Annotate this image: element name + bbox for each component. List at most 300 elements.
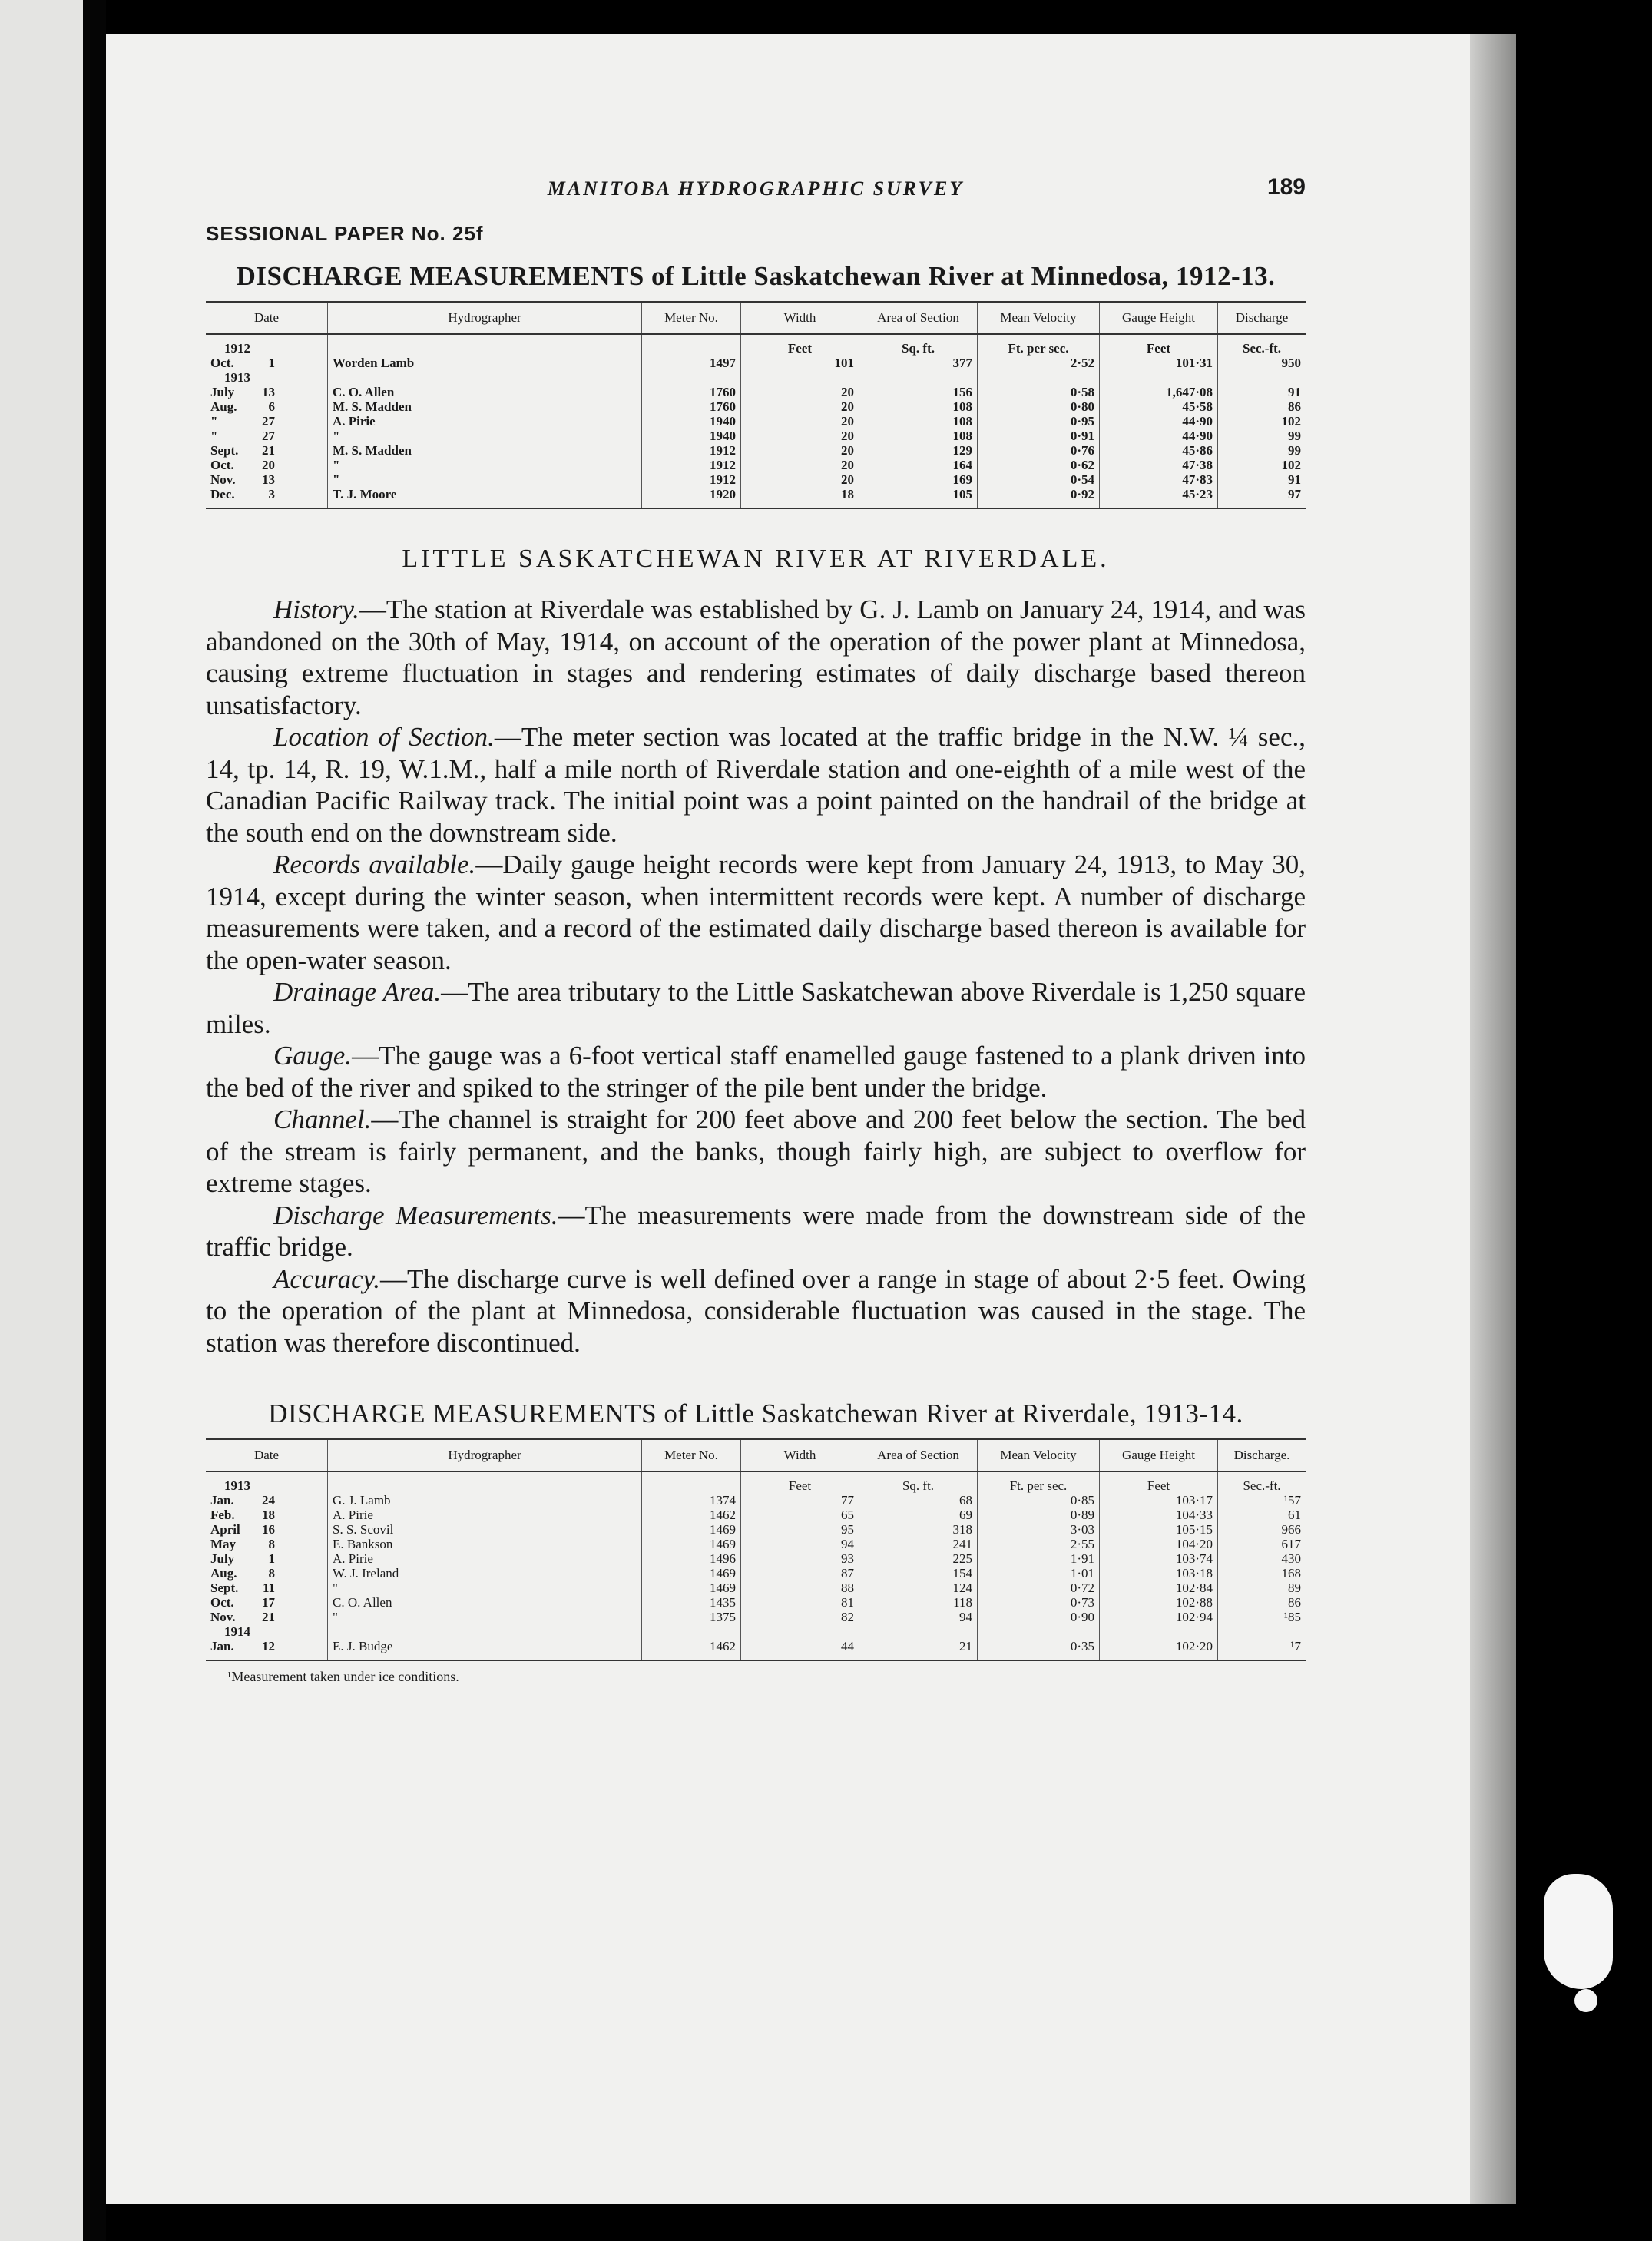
- scan-gutter: [83, 0, 106, 2241]
- paragraph-text: —Daily gauge height records were kept from January 24, 1913, to May 30, 1914, except during the winter season, when intermittent records were kept. A number of discharge measurements were taken, and a record of the estimated daily discharge based thereon is available for the open-water season.: [206, 849, 1306, 975]
- meter-cell: 1912: [642, 458, 741, 472]
- meter-cell: 1912: [642, 472, 741, 487]
- area-cell: 94: [859, 1610, 978, 1624]
- paragraph-label: Gauge.: [273, 1041, 353, 1071]
- paragraph: [206, 1200, 1306, 1263]
- table-row: [206, 370, 1306, 385]
- hydrographer-cell: C. O. Allen: [328, 385, 642, 399]
- gauge-cell: 104·20: [1100, 1537, 1218, 1551]
- gauge-cell: 45·23: [1100, 487, 1218, 508]
- table-row: [206, 1522, 1306, 1537]
- col-meter: Meter No.: [642, 1439, 741, 1471]
- date-cell: [206, 1595, 328, 1610]
- area-cell: 21: [859, 1639, 978, 1660]
- table-row: [206, 1493, 1306, 1508]
- date-cell: [206, 1639, 328, 1660]
- discharge-cell: 86: [1218, 1595, 1306, 1610]
- velocity-cell: 1·01: [978, 1566, 1100, 1581]
- width-cell: 18: [741, 487, 859, 508]
- date-year: 1914: [224, 1624, 250, 1639]
- table-row: [206, 1537, 1306, 1551]
- date-day: 8: [268, 1537, 275, 1551]
- width-cell: 20: [741, 385, 859, 399]
- table2-title: DISCHARGE MEASUREMENTS of Little Saskatchewan River at Riverdale, 1913-14.: [268, 1399, 1243, 1428]
- table-row: [206, 429, 1306, 443]
- paragraph-text: —The discharge curve is well defined over a range in stage of about 2·5 feet. Owing to the operation of the plant at Minnedosa, considerable fluctuation was caused in the stage. The station was therefore discontinued.: [206, 1263, 1306, 1358]
- date-cell: [206, 385, 328, 399]
- velocity-cell: 0·54: [978, 472, 1100, 487]
- hydrographer-cell: C. O. Allen: [328, 1595, 642, 1610]
- paragraph: [206, 594, 1306, 721]
- meter-cell: 1469: [642, 1581, 741, 1595]
- area-cell: 118: [859, 1595, 978, 1610]
- date-year: 1913: [224, 1478, 250, 1493]
- discharge-cell: 430: [1218, 1551, 1306, 1566]
- date-cell: [206, 1610, 328, 1624]
- width-cell: 95: [741, 1522, 859, 1537]
- table-row: [206, 458, 1306, 472]
- gauge-cell: 1,647·08: [1100, 385, 1218, 399]
- date-month: Jan.: [210, 1493, 234, 1508]
- velocity-cell: 0·80: [978, 399, 1100, 414]
- table-row: [206, 1595, 1306, 1610]
- gauge-cell: 47·38: [1100, 458, 1218, 472]
- paragraph-text: —The area tributary to the Little Saskatchewan above Riverdale is 1,250 square miles.: [206, 977, 1306, 1039]
- paragraph-text: —The meter section was located at the traffic bridge in the N.W. ¼ sec., 14, tp. 14, R. 19, W.1.M., half a mile north of Riverdale station and one-eighth of a mile west of the Canadian Pacific Railway track. The initial point was a point painted on the handrail of the bridge at the south end on the downstream side.: [206, 722, 1306, 848]
- discharge-cell: 102: [1218, 414, 1306, 429]
- date-month: Aug.: [210, 1566, 237, 1581]
- gauge-cell: 103·18: [1100, 1566, 1218, 1581]
- col-gauge: Gauge Height: [1100, 1439, 1218, 1471]
- date-day: 12: [262, 1639, 275, 1653]
- date-cell: [206, 487, 328, 508]
- hydrographer-cell: M. S. Madden: [328, 443, 642, 458]
- paragraph: [206, 1040, 1306, 1104]
- gauge-cell: 44·90: [1100, 414, 1218, 429]
- date-day: 21: [262, 443, 275, 458]
- velocity-cell: 0·85: [978, 1493, 1100, 1508]
- velocity-cell: 2·52: [978, 356, 1100, 370]
- gauge-cell: 102·84: [1100, 1581, 1218, 1595]
- width-cell: 65: [741, 1508, 859, 1522]
- gauge-cell: 102·94: [1100, 1610, 1218, 1624]
- gauge-cell: 104·33: [1100, 1508, 1218, 1522]
- date-month: Jan.: [210, 1639, 234, 1653]
- meter-cell: 1760: [642, 385, 741, 399]
- date-cell: [206, 370, 328, 385]
- minnedosa-measurements-table: [206, 301, 1306, 509]
- velocity-cell: 0·90: [978, 1610, 1100, 1624]
- velocity-cell: 0·76: [978, 443, 1100, 458]
- table-row: [206, 356, 1306, 370]
- unit-label: Sec.-ft.: [1218, 1471, 1306, 1493]
- date-month: ": [210, 429, 218, 443]
- unit-label: Feet: [1100, 1471, 1218, 1493]
- meter-cell: [642, 370, 741, 385]
- meter-cell: 1760: [642, 399, 741, 414]
- hydrographer-cell: ": [328, 472, 642, 487]
- velocity-cell: 3·03: [978, 1522, 1100, 1537]
- date-year: 1913: [224, 370, 250, 385]
- velocity-cell: 0·91: [978, 429, 1100, 443]
- page-number: 189: [1266, 174, 1306, 200]
- date-month: May: [210, 1537, 237, 1551]
- paragraph: [206, 976, 1306, 1040]
- meter-cell: 1496: [642, 1551, 741, 1566]
- table-row: [206, 399, 1306, 414]
- width-cell: 87: [741, 1566, 859, 1581]
- scan-artifact: [1544, 1874, 1613, 1989]
- paragraph: [206, 721, 1306, 849]
- table-row: [206, 1581, 1306, 1595]
- hydrographer-cell: G. J. Lamb: [328, 1493, 642, 1508]
- paragraph-text: —The station at Riverdale was established by G. J. Lamb on January 24, 1914, and was abandoned on the 30th of May, 1914, on account of the operation of the power plant at Minnedosa, causing extreme fluctuation in stages and rendering estimates of daily discharge based thereon unsatisfactory.: [206, 594, 1306, 720]
- velocity-cell: 2·55: [978, 1537, 1100, 1551]
- hydrographer-cell: ": [328, 458, 642, 472]
- hydrographer-cell: W. J. Ireland: [328, 1566, 642, 1581]
- velocity-cell: [978, 1624, 1100, 1639]
- date-day: 3: [268, 487, 275, 501]
- date-month: Nov.: [210, 472, 236, 487]
- velocity-cell: 0·58: [978, 385, 1100, 399]
- velocity-cell: 0·73: [978, 1595, 1100, 1610]
- date-month: April: [210, 1522, 240, 1537]
- col-hydrographer: Hydrographer: [328, 1439, 642, 1471]
- col-area: Area of Section: [859, 1439, 978, 1471]
- date-cell: [206, 1522, 328, 1537]
- table-row: [206, 1566, 1306, 1581]
- unit-label: Feet: [741, 1471, 859, 1493]
- table-row: [206, 385, 1306, 399]
- width-cell: 20: [741, 472, 859, 487]
- date-day: 6: [268, 399, 275, 414]
- date-month: Dec.: [210, 487, 235, 501]
- unit-label: Sq. ft.: [859, 334, 978, 356]
- hydrographer-cell: E. Bankson: [328, 1537, 642, 1551]
- gauge-cell: 45·58: [1100, 399, 1218, 414]
- area-cell: 318: [859, 1522, 978, 1537]
- paragraph: [206, 1104, 1306, 1200]
- width-cell: 88: [741, 1581, 859, 1595]
- area-cell: 108: [859, 414, 978, 429]
- col-width: Width: [741, 302, 859, 334]
- meter-cell: 1469: [642, 1566, 741, 1581]
- discharge-cell: 99: [1218, 429, 1306, 443]
- date-day: 27: [262, 414, 275, 429]
- date-cell: [206, 1493, 328, 1508]
- table2-header-row: [206, 1439, 1306, 1471]
- width-cell: 20: [741, 414, 859, 429]
- gauge-cell: 102·88: [1100, 1595, 1218, 1610]
- area-cell: 69: [859, 1508, 978, 1522]
- date-day: 24: [262, 1493, 275, 1508]
- date-day: 18: [262, 1508, 275, 1522]
- date-month: July: [210, 1551, 235, 1566]
- discharge-cell: 89: [1218, 1581, 1306, 1595]
- discharge-cell: 91: [1218, 385, 1306, 399]
- col-discharge: Discharge: [1218, 302, 1306, 334]
- hydrographer-cell: M. S. Madden: [328, 399, 642, 414]
- gauge-cell: 101·31: [1100, 356, 1218, 370]
- meter-cell: 1469: [642, 1537, 741, 1551]
- gauge-cell: 44·90: [1100, 429, 1218, 443]
- discharge-cell: 617: [1218, 1537, 1306, 1551]
- discharge-cell: 97: [1218, 487, 1306, 508]
- date-cell: [206, 1581, 328, 1595]
- meter-cell: 1940: [642, 414, 741, 429]
- paragraph-label: History.: [273, 594, 359, 624]
- date-cell: [206, 1471, 328, 1493]
- col-hydrographer: Hydrographer: [328, 302, 642, 334]
- station-description: [206, 594, 1306, 1359]
- discharge-cell: 99: [1218, 443, 1306, 458]
- date-day: 11: [262, 1581, 275, 1595]
- gauge-cell: [1100, 1624, 1218, 1639]
- gauge-cell: 105·15: [1100, 1522, 1218, 1537]
- meter-cell: 1435: [642, 1595, 741, 1610]
- hydrographer-cell: E. J. Budge: [328, 1639, 642, 1660]
- paragraph-label: Drainage Area.: [273, 977, 442, 1007]
- discharge-cell: ¹85: [1218, 1610, 1306, 1624]
- col-area: Area of Section: [859, 302, 978, 334]
- date-day: 1: [268, 356, 275, 370]
- paragraph-label: Records available.: [273, 849, 476, 879]
- date-day: 8: [268, 1566, 275, 1581]
- width-cell: 77: [741, 1493, 859, 1508]
- area-cell: 108: [859, 429, 978, 443]
- hydrographer-cell: ": [328, 429, 642, 443]
- gauge-cell: 45·86: [1100, 443, 1218, 458]
- discharge-cell: 966: [1218, 1522, 1306, 1537]
- paragraph: [206, 1263, 1306, 1359]
- meter-cell: 1375: [642, 1610, 741, 1624]
- table1-header-row: [206, 302, 1306, 334]
- paragraph-label: Location of Section.: [273, 722, 495, 752]
- date-cell: [206, 1537, 328, 1551]
- area-cell: 156: [859, 385, 978, 399]
- date-day: 21: [262, 1610, 275, 1624]
- meter-cell: [642, 1471, 741, 1493]
- width-cell: 20: [741, 458, 859, 472]
- width-cell: 20: [741, 399, 859, 414]
- date-day: 13: [262, 472, 275, 487]
- table-row: [206, 443, 1306, 458]
- velocity-cell: 0·72: [978, 1581, 1100, 1595]
- area-cell: 225: [859, 1551, 978, 1566]
- meter-cell: [642, 334, 741, 356]
- date-month: July: [210, 385, 235, 399]
- width-cell: 101: [741, 356, 859, 370]
- width-cell: [741, 370, 859, 385]
- discharge-cell: 91: [1218, 472, 1306, 487]
- area-cell: 377: [859, 356, 978, 370]
- velocity-cell: 0·35: [978, 1639, 1100, 1660]
- meter-cell: 1462: [642, 1508, 741, 1522]
- area-cell: 129: [859, 443, 978, 458]
- paragraph-label: Discharge Measurements.: [273, 1200, 558, 1230]
- meter-cell: 1497: [642, 356, 741, 370]
- col-velocity: Mean Velocity: [978, 1439, 1100, 1471]
- table-row: [206, 1639, 1306, 1660]
- width-cell: [741, 1624, 859, 1639]
- hydrographer-cell: T. J. Moore: [328, 487, 642, 508]
- area-cell: 108: [859, 399, 978, 414]
- table-row: [206, 1624, 1306, 1639]
- velocity-cell: 0·62: [978, 458, 1100, 472]
- date-cell: [206, 356, 328, 370]
- hydrographer-cell: ": [328, 1610, 642, 1624]
- date-year: 1912: [224, 341, 250, 356]
- table-row: [206, 414, 1306, 429]
- width-cell: 82: [741, 1610, 859, 1624]
- date-cell: [206, 1551, 328, 1566]
- area-cell: 241: [859, 1537, 978, 1551]
- col-gauge: Gauge Height: [1100, 302, 1218, 334]
- paragraph-label: Channel.: [273, 1104, 372, 1134]
- section-heading: LITTLE SASKATCHEWAN RIVER AT RIVERDALE.: [402, 545, 1110, 573]
- date-cell: [206, 1508, 328, 1522]
- velocity-cell: 0·89: [978, 1508, 1100, 1522]
- date-cell: [206, 1624, 328, 1639]
- running-head: [206, 173, 1306, 204]
- hydrographer-cell: [328, 370, 642, 385]
- discharge-cell: 102: [1218, 458, 1306, 472]
- table1-title: DISCHARGE MEASUREMENTS of Little Saskatchewan River at Minnedosa, 1912-13.: [236, 261, 1276, 291]
- area-cell: 164: [859, 458, 978, 472]
- meter-cell: 1462: [642, 1639, 741, 1660]
- date-month: ": [210, 414, 218, 429]
- velocity-cell: 1·91: [978, 1551, 1100, 1566]
- unit-label: Ft. per sec.: [978, 334, 1100, 356]
- unit-label: Ft. per sec.: [978, 1471, 1100, 1493]
- unit-label: Feet: [741, 334, 859, 356]
- unit-label: Sec.-ft.: [1218, 334, 1306, 356]
- meter-cell: 1469: [642, 1522, 741, 1537]
- paragraph-label: Accuracy.: [273, 1263, 380, 1294]
- width-cell: 94: [741, 1537, 859, 1551]
- velocity-cell: 0·95: [978, 414, 1100, 429]
- area-cell: 68: [859, 1493, 978, 1508]
- paragraph-text: —The channel is straight for 200 feet above and 200 feet below the section. The bed of the stream is fairly permanent, and the banks, though fairly high, are subject to overflow for extreme stages.: [206, 1104, 1306, 1198]
- hydrographer-cell: A. Pirie: [328, 414, 642, 429]
- unit-label: Feet: [1100, 334, 1218, 356]
- gauge-cell: [1100, 370, 1218, 385]
- table-row: [206, 1610, 1306, 1624]
- date-month: Sept.: [210, 1581, 239, 1595]
- page-content: [206, 173, 1306, 1685]
- meter-cell: 1912: [642, 443, 741, 458]
- discharge-cell: 86: [1218, 399, 1306, 414]
- discharge-cell: ¹7: [1218, 1639, 1306, 1660]
- date-month: Oct.: [210, 1595, 234, 1610]
- riverdale-measurements-table: [206, 1438, 1306, 1661]
- hydrographer-cell: A. Pirie: [328, 1508, 642, 1522]
- area-cell: 105: [859, 487, 978, 508]
- discharge-cell: 950: [1218, 356, 1306, 370]
- date-day: 20: [262, 458, 275, 472]
- date-month: Oct.: [210, 356, 234, 370]
- col-date: Date: [206, 302, 328, 334]
- hydrographer-cell: A. Pirie: [328, 1551, 642, 1566]
- gauge-cell: 103·17: [1100, 1493, 1218, 1508]
- meter-cell: [642, 1624, 741, 1639]
- discharge-cell: [1218, 1624, 1306, 1639]
- meter-cell: 1920: [642, 487, 741, 508]
- width-cell: 20: [741, 443, 859, 458]
- date-month: Oct.: [210, 458, 234, 472]
- running-title: MANITOBA HYDROGRAPHIC SURVEY: [547, 177, 965, 200]
- paragraph-text: —The gauge was a 6-foot vertical staff enamelled gauge fastened to a plank driven into the bed of the river and spiked to the stringer of the pile bent under the bridge.: [206, 1041, 1306, 1103]
- table-row: [206, 487, 1306, 508]
- date-day: 13: [262, 385, 275, 399]
- area-cell: [859, 370, 978, 385]
- table-row: [206, 1471, 1306, 1493]
- hydrographer-cell: [328, 334, 642, 356]
- width-cell: 93: [741, 1551, 859, 1566]
- date-cell: [206, 458, 328, 472]
- table-row: [206, 1508, 1306, 1522]
- meter-cell: 1374: [642, 1493, 741, 1508]
- date-cell: [206, 414, 328, 429]
- date-cell: [206, 443, 328, 458]
- col-width: Width: [741, 1439, 859, 1471]
- table-row: [206, 472, 1306, 487]
- col-meter: Meter No.: [642, 302, 741, 334]
- footnote: ¹Measurement taken under ice conditions.: [227, 1669, 459, 1684]
- gauge-cell: 102·20: [1100, 1639, 1218, 1660]
- discharge-cell: ¹57: [1218, 1493, 1306, 1508]
- table-row: [206, 1551, 1306, 1566]
- col-velocity: Mean Velocity: [978, 302, 1100, 334]
- hydrographer-cell: S. S. Scovil: [328, 1522, 642, 1537]
- date-day: 1: [268, 1551, 275, 1566]
- velocity-cell: 0·92: [978, 487, 1100, 508]
- width-cell: 44: [741, 1639, 859, 1660]
- discharge-cell: 168: [1218, 1566, 1306, 1581]
- velocity-cell: [978, 370, 1100, 385]
- date-cell: [206, 334, 328, 356]
- unit-label: Sq. ft.: [859, 1471, 978, 1493]
- gauge-cell: 103·74: [1100, 1551, 1218, 1566]
- col-discharge: Discharge.: [1218, 1439, 1306, 1471]
- date-cell: [206, 1566, 328, 1581]
- meter-cell: 1940: [642, 429, 741, 443]
- date-day: 27: [262, 429, 275, 443]
- paragraph: [206, 849, 1306, 976]
- page-edge-shadow: [1470, 34, 1516, 2204]
- date-cell: [206, 399, 328, 414]
- date-month: Feb.: [210, 1508, 235, 1522]
- paragraph-text: —The measurements were made from the downstream side of the traffic bridge.: [206, 1200, 1306, 1262]
- width-cell: 81: [741, 1595, 859, 1610]
- hydrographer-cell: [328, 1471, 642, 1493]
- area-cell: 124: [859, 1581, 978, 1595]
- date-day: 17: [262, 1595, 275, 1610]
- discharge-cell: 61: [1218, 1508, 1306, 1522]
- date-month: Aug.: [210, 399, 237, 414]
- hydrographer-cell: Worden Lamb: [328, 356, 642, 370]
- area-cell: 169: [859, 472, 978, 487]
- date-cell: [206, 429, 328, 443]
- area-cell: 154: [859, 1566, 978, 1581]
- hydrographer-cell: ": [328, 1581, 642, 1595]
- sessional-paper-label: SESSIONAL PAPER No. 25f: [206, 222, 484, 245]
- area-cell: [859, 1624, 978, 1639]
- scan-artifact-small: [1574, 1989, 1597, 2012]
- hydrographer-cell: [328, 1624, 642, 1639]
- col-date: Date: [206, 1439, 328, 1471]
- gauge-cell: 47·83: [1100, 472, 1218, 487]
